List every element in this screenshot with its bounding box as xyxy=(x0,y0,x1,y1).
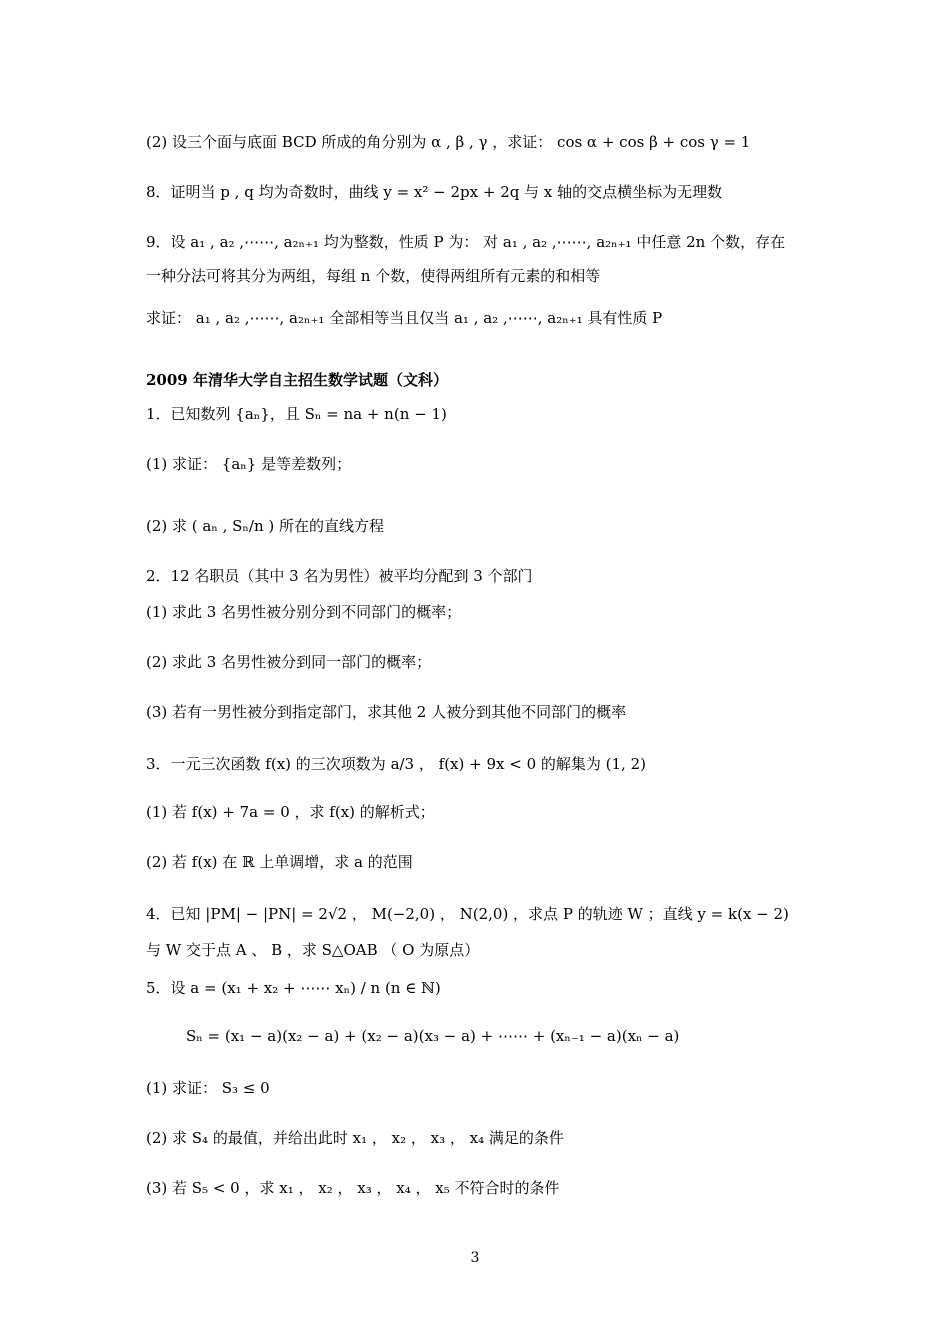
text-line: (2) 求 ( aₙ , Sₙ/n ) 所在的直线方程 xyxy=(146,517,385,535)
text-line: (3) 若 S₅ < 0 ，求 x₁ ， x₂ ， x₃ ， x₄ ， x₅ 不符合时的条件 xyxy=(146,1179,560,1197)
text-line: (1) 若 f(x) + 7a = 0 ，求 f(x) 的解析式； xyxy=(146,803,435,821)
text-line: 4．已知 |PM| − |PN| = 2√2 ， M(−2,0) ， N(2,0) ，求点 P 的轨迹 W ；直线 y = k(x − 2) xyxy=(146,905,789,923)
page-number: 3 xyxy=(470,1250,480,1266)
section-heading: 2009 年清华大学自主招生数学试题（文科） xyxy=(146,371,448,389)
text-line: (3) 若有一男性被分到指定部门，求其他 2 人被分到其他不同部门的概率 xyxy=(146,703,627,721)
text-line: 1．已知数列 {aₙ}，且 Sₙ = na + n(n − 1) xyxy=(146,405,447,423)
text-line: 9．设 a₁ , a₂ ,⋯⋯, a₂ₙ₊₁ 均为整数，性质 P 为： 对 a₁ , a₂ ,⋯⋯, a₂ₙ₊₁ 中任意 2n 个数，存在 xyxy=(146,233,786,251)
text-line: 3．一元三次函数 f(x) 的三次项数为 a/3 ， f(x) + 9x < 0 的解集为 (1, 2) xyxy=(146,755,646,773)
text-line: (2) 求此 3 名男性被分到同一部门的概率； xyxy=(146,653,432,671)
text-line: 求证： a₁ , a₂ ,⋯⋯, a₂ₙ₊₁ 全部相等当且仅当 a₁ , a₂ ,⋯⋯, a₂ₙ₊₁ 具有性质 P xyxy=(146,309,663,327)
text-line: 一种分法可将其分为两组，每组 n 个数，使得两组所有元素的和相等 xyxy=(146,267,601,285)
text-line: (1) 求证： S₃ ≤ 0 xyxy=(146,1079,270,1097)
text-line: 5．设 a = (x₁ + x₂ + ⋯⋯ xₙ) / n (n ∈ ℕ) xyxy=(146,979,441,997)
text-line: 8．证明当 p , q 均为奇数时，曲线 y = x² − 2px + 2q 与 x 轴的交点横坐标为无理数 xyxy=(146,183,723,201)
text-line: 2．12 名职员（其中 3 名为男性）被平均分配到 3 个部门 xyxy=(146,567,533,585)
text-line: 与 W 交于点 A 、 B ，求 S△OAB （ O 为原点） xyxy=(146,941,480,959)
text-line: (2) 若 f(x) 在 ℝ 上单调增，求 a 的范围 xyxy=(146,853,413,871)
text-line: (2) 设三个面与底面 BCD 所成的角分别为 α , β , γ ，求证： cos α + cos β + cos γ = 1 xyxy=(146,133,751,151)
formula-line: Sₙ = (x₁ − a)(x₂ − a) + (x₂ − a)(x₃ − a) + ⋯⋯ + (xₙ₋₁ − a)(xₙ − a) xyxy=(186,1027,680,1045)
text-line: (2) 求 S₄ 的最值，并给出此时 x₁ ， x₂ ， x₃ ， x₄ 满足的条件 xyxy=(146,1129,564,1147)
text-line: (1) 求证： {aₙ} 是等差数列； xyxy=(146,455,352,473)
text-line: (1) 求此 3 名男性被分别分到不同部门的概率； xyxy=(146,603,462,621)
